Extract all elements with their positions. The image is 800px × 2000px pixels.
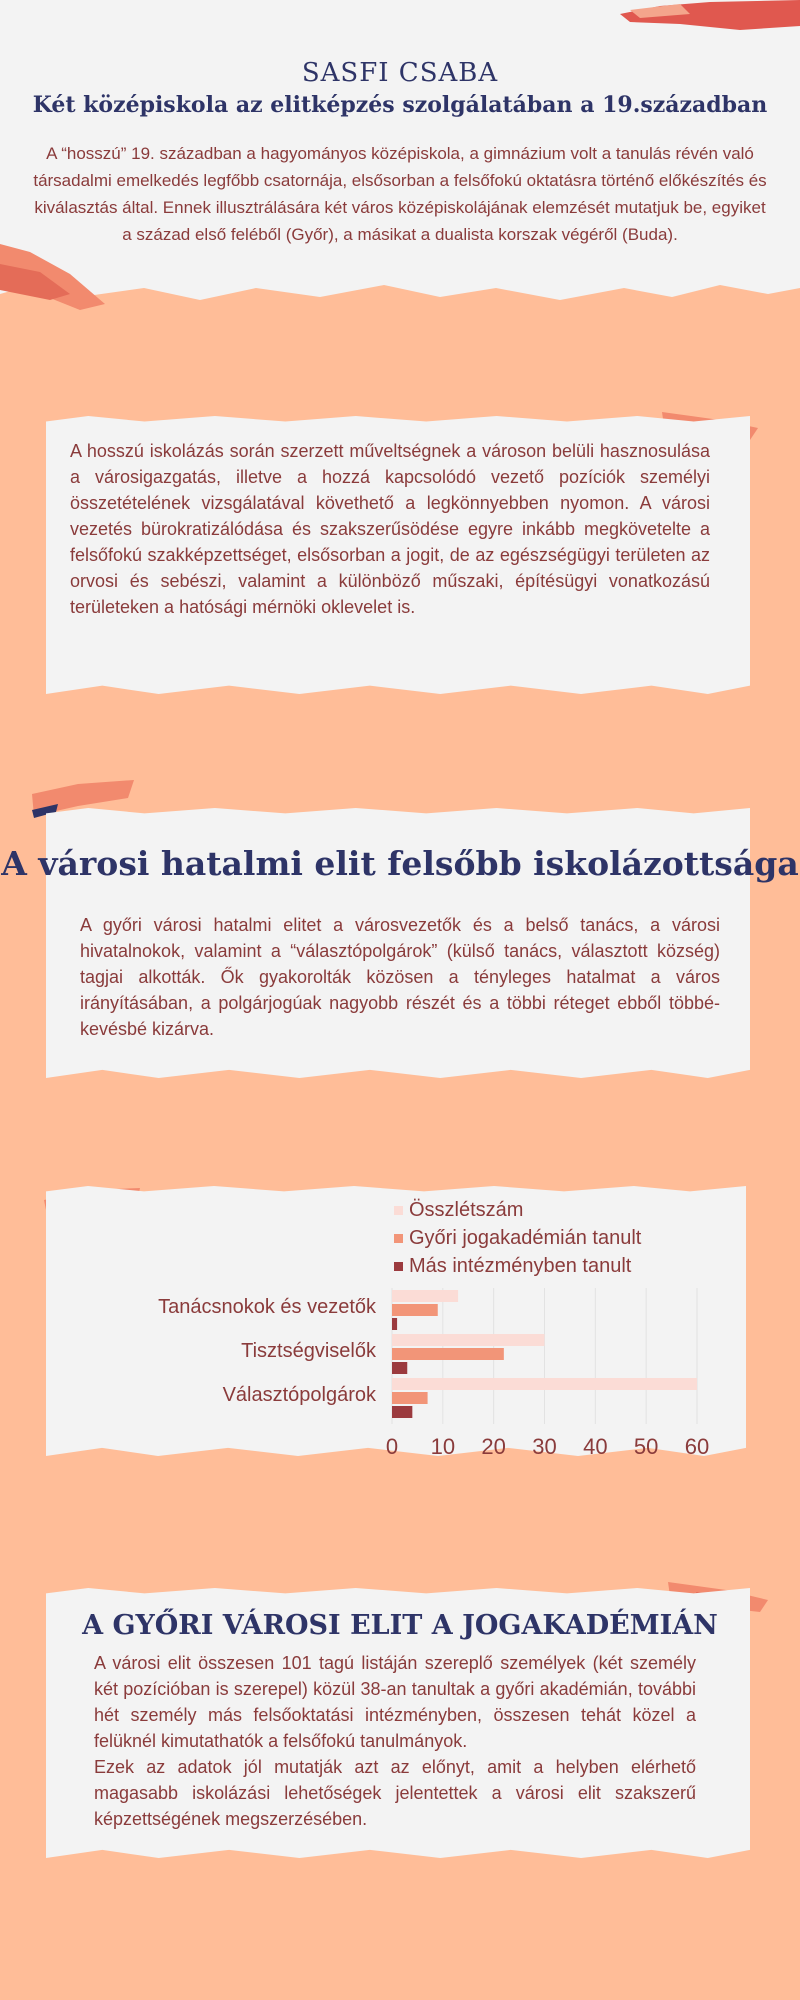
x-tick-label-4: 40: [583, 1434, 608, 1459]
section4-text: [94, 1650, 696, 1832]
intro-text: A “hosszú” 19. században a hagyományos középiskola, a gimnázium volt a tanulás révén való társadalmi emelkedés legfőbb csatornája, elsősorban a felsőfokú oktatásra történő előkészítés és kiválasztás által. Ennek illusztrálására két város középiskolájának elemzését mutatjuk be, egyiket a század első feléből (Győr), a másikat a dualista korszak végéről (Buda).: [33, 144, 767, 244]
x-tick-label-5: 50: [633, 1434, 659, 1459]
legend-label-2: Más intézményben tanult: [409, 1254, 632, 1277]
legend-item-0: [394, 1196, 641, 1224]
section2-text: A győri városi hatalmi elitet a városvezetők és a belső tanács, a városi hivatalnokok, valamint a “választópolgárok” (külső tanács, választott község) tagjai alkották. Ők gyakorolták közösen a tényleges hatalmat a város irányításában, a polgárjogúak nagyobb részét és a többi réteget ebből többé-kevésbé kizárva.: [80, 915, 720, 1039]
legend-swatch-1: [394, 1234, 403, 1243]
brush-stroke-left: [0, 244, 110, 314]
page-title: Két középiskola az elitképzés szolgálatában a 19.században: [32, 92, 768, 118]
category-label-0: Tanácsnokok és vezetők: [158, 1296, 376, 1318]
category-label-1: Tisztségviselők: [241, 1340, 376, 1362]
x-tick-label-2: 20: [481, 1434, 506, 1459]
legend-label-0: Összlétszám: [409, 1198, 524, 1221]
x-tick-label-3: 30: [532, 1434, 557, 1459]
category-label-2: Választópolgárok: [222, 1384, 376, 1406]
legend-item-1: [394, 1224, 641, 1252]
author-name: SASFI CSABA: [301, 58, 499, 88]
x-tick-label-1: 10: [430, 1434, 456, 1459]
section2-title: A városi hatalmi elit felsőbb iskolázottsága: [1, 844, 799, 883]
section1-text: A hosszú iskolázás során szerzett műveltségnek a városon belüli hasznosulása a városigazgatás, illetve a hozzá kapcsolódó vezető pozíciók személyi összetételének vizsgálatával követhető a legkönnyebben nyomon. A városi vezetés bürokratizálódása és szakszerűsödése egyre inkább megkövetelte a felsőfokú szakképzettséget, elsősorban a jogit, de az egészségügyi területen az orvosi és sebészi, valamint a különböző műszaki, építésügyi vonatkozású területeken a hatósági mérnöki oklevelet is.: [70, 441, 710, 617]
legend-swatch-2: [394, 1262, 403, 1271]
legend-swatch-0: [394, 1206, 403, 1215]
brush-stroke-top-right: [620, 0, 800, 30]
section4-title: A GYŐRI VÁROSI ELIT A JOGAKADÉMIÁN: [82, 1610, 718, 1641]
section4-paragraph-1: A városi elit összesen 101 tagú listáján szereplő személyek (két személy két pozícióban is szerepel) közül 38-an tanultak a győri akadémián, további hét személy más felsőoktatási intézményben, összesen tehát közel a felüknél kimutathatók a felsőfokú tanulmányok.: [94, 1653, 696, 1751]
legend-item-2: [394, 1252, 641, 1280]
x-tick-label-0: 0: [385, 1434, 399, 1459]
legend-label-1: Győri jogakadémián tanult: [409, 1226, 642, 1249]
section4-paragraph-2: Ezek az adatok jól mutatják azt az előnyt, amit a helyben elérhető magasabb iskolázási lehetőségek jelentettek a városi elit szakszerű képzettségének megszerzésében.: [94, 1757, 696, 1829]
chart-legend: [394, 1196, 641, 1280]
x-tick-label-6: 60: [684, 1434, 710, 1459]
